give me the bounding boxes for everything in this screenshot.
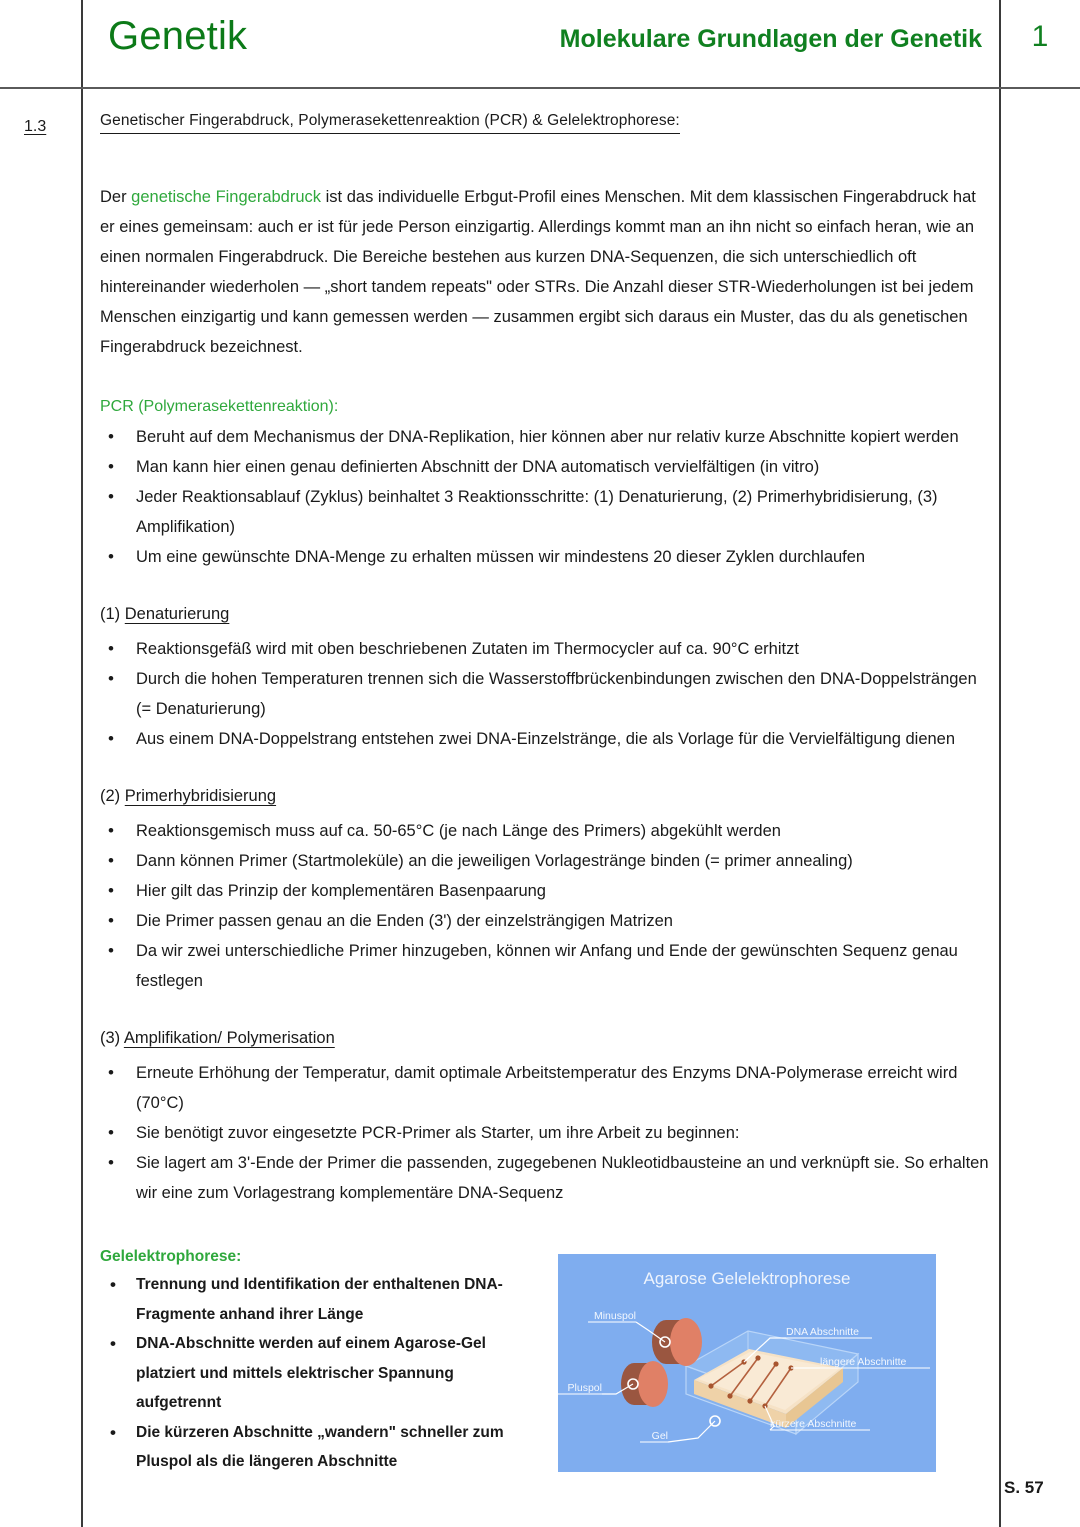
figure-title: Agarose Gelelektrophorese (643, 1269, 851, 1288)
list-item: • Sie benötigt zuvor eingesetzte PCR-Primer als Starter, um ihre Arbeit zu beginnen: (100, 1118, 992, 1148)
figure-label-minuspol: Minuspol (593, 1310, 636, 1322)
intro-highlight-term: genetische Fingerabdruck (131, 188, 322, 206)
right-margin-rule (999, 0, 1001, 1527)
list-item: • Die Primer passen genau an die Enden (3') der einzelsträngigen Matrizen (100, 906, 992, 936)
minuspol-electrode (652, 1318, 702, 1366)
step-1-bullet-list (100, 634, 992, 754)
list-item: • Trennung und Identifikation der enthaltenen DNA-Fragmente anhand ihrer Länge (100, 1270, 530, 1329)
pluspol-electrode (621, 1361, 668, 1407)
figure-label-pluspol: Pluspol (567, 1382, 602, 1394)
gel-electrophoresis-figure (558, 1254, 936, 1472)
figure-label-laengere-abschnitte: längere Abschnitte (820, 1356, 907, 1368)
step-2-heading (100, 782, 992, 810)
left-margin-rule (81, 0, 83, 1527)
pcr-heading: PCR (Polymerasekettenreaktion): (100, 398, 339, 415)
footer-page-label: S. 57 (1004, 1478, 1044, 1497)
intro-text-after: ist das individuelle Erbgut-Profil eines Menschen. Mit dem klassischen Fingerabdruck hat er eines gemeinsam: auch er ist für jede Person einzigartig. Allerdings kommt man an ihn nicht so einfach heran, wie an einen normalen Fingerabdruck. Die Bereiche bestehen aus kurzen DNA-Sequenzen, die sich unterschiedlich oft hintereinander wiederholen — „short tandem repeats" oder STRs. Die Anzahl dieser STR-Wiederholungen ist bei jedem Menschen einzigartig und kann gemessen werden — zusammen ergibt sich daraus ein Muster, das du als genetischen Fingerabdruck bezeichnest. (100, 188, 976, 356)
list-item: • Reaktionsgemisch muss auf ca. 50-65°C (je nach Länge des Primers) abgekühlt werden (100, 816, 992, 846)
section-number: 1.3 (24, 118, 47, 135)
step-3-bullet-list (100, 1058, 992, 1208)
list-item: • Reaktionsgefäß wird mit oben beschriebenen Zutaten im Thermocycler auf ca. 90°C erhitzt (100, 634, 992, 664)
list-item: • Dann können Primer (Startmoleküle) an die jeweiligen Vorlagestränge binden (= primer annealing) (100, 846, 992, 876)
list-item: • Die kürzeren Abschnitte „wandern" schneller zum Pluspol als die längeren Abschnitte (100, 1418, 530, 1477)
list-item: • Hier gilt das Prinzip der komplementären Basenpaarung (100, 876, 992, 906)
list-item: • Jeder Reaktionsablauf (Zyklus) beinhaltet 3 Reaktionsschritte: (1) Denaturierung, (2) Primerhybridisierung, (3) Amplifikation) (100, 482, 992, 542)
list-item: • Aus einem DNA-Doppelstrang entstehen zwei DNA-Einzelstränge, die als Vorlage für die Vervielfältigung dienen (100, 724, 992, 754)
step-3-number: (3) (100, 1029, 121, 1047)
gel-bullet-list (100, 1270, 530, 1477)
list-item: • Da wir zwei unterschiedliche Primer hinzugeben, können wir Anfang und Ende der gewünschten Sequenz genau festlegen (100, 936, 992, 996)
section-heading: Genetischer Fingerabdruck, Polymerasekettenreaktion (PCR) & Gelelektrophorese: (100, 112, 680, 134)
step-1-number: (1) (100, 605, 121, 623)
step-2-number: (2) (100, 787, 121, 805)
intro-text-before: Der (100, 188, 132, 206)
step-1-heading (100, 600, 992, 628)
figure-label-dna-abschnitte: DNA Abschnitte (786, 1326, 859, 1338)
step-1-title: Denaturierung (124, 605, 230, 623)
header-page-number: 1 (1031, 20, 1049, 53)
step-2-bullet-list (100, 816, 992, 996)
pcr-bullet-list (100, 422, 992, 572)
gel-section (100, 1248, 530, 1477)
header-divider-rule (0, 87, 1080, 89)
list-item: • DNA-Abschnitte werden auf einem Agarose-Gel platziert und mittels elektrischer Spannung aufgetrennt (100, 1329, 530, 1418)
header-topic: Molekulare Grundlagen der Genetik (559, 25, 982, 53)
list-item: • Man kann hier einen genau definierten Abschnitt der DNA automatisch vervielfältigen (in vitro) (100, 452, 992, 482)
figure-label-gel: Gel (651, 1430, 668, 1442)
gel-electrophoresis-illustration (558, 1254, 936, 1472)
list-item: • Durch die hohen Temperaturen trennen sich die Wasserstoffbrückenbindungen zwischen den DNA-Doppelsträngen (= Denaturierung) (100, 664, 992, 724)
list-item: • Erneute Erhöhung der Temperatur, damit optimale Arbeitstemperatur des Enzyms DNA-Polymerase erreicht wird (70°C) (100, 1058, 992, 1118)
step-3-heading (100, 1024, 992, 1052)
figure-label-kuerzere-abschnitte: kürzere Abschnitte (770, 1418, 857, 1430)
gel-heading: Gelelektrophorese: (100, 1248, 242, 1265)
content-column (100, 112, 992, 1208)
intro-paragraph (100, 182, 990, 362)
list-item: • Sie lagert am 3'-Ende der Primer die passenden, zugegebenen Nukleotidbausteine an und verknüpft sie. So erhalten wir eine zum Vorlagestrang komplementäre DNA-Sequenz (100, 1148, 992, 1208)
step-3-title: Amplifikation/ Polymerisation (123, 1029, 335, 1047)
page-title: Genetik (108, 14, 248, 58)
list-item: • Beruht auf dem Mechanismus der DNA-Replikation, hier können aber nur relativ kurze Abschnitte kopiert werden (100, 422, 992, 452)
list-item: • Um eine gewünschte DNA-Menge zu erhalten müssen wir mindestens 20 dieser Zyklen durchlaufen (100, 542, 992, 572)
step-2-title: Primerhybridisierung (124, 787, 277, 805)
